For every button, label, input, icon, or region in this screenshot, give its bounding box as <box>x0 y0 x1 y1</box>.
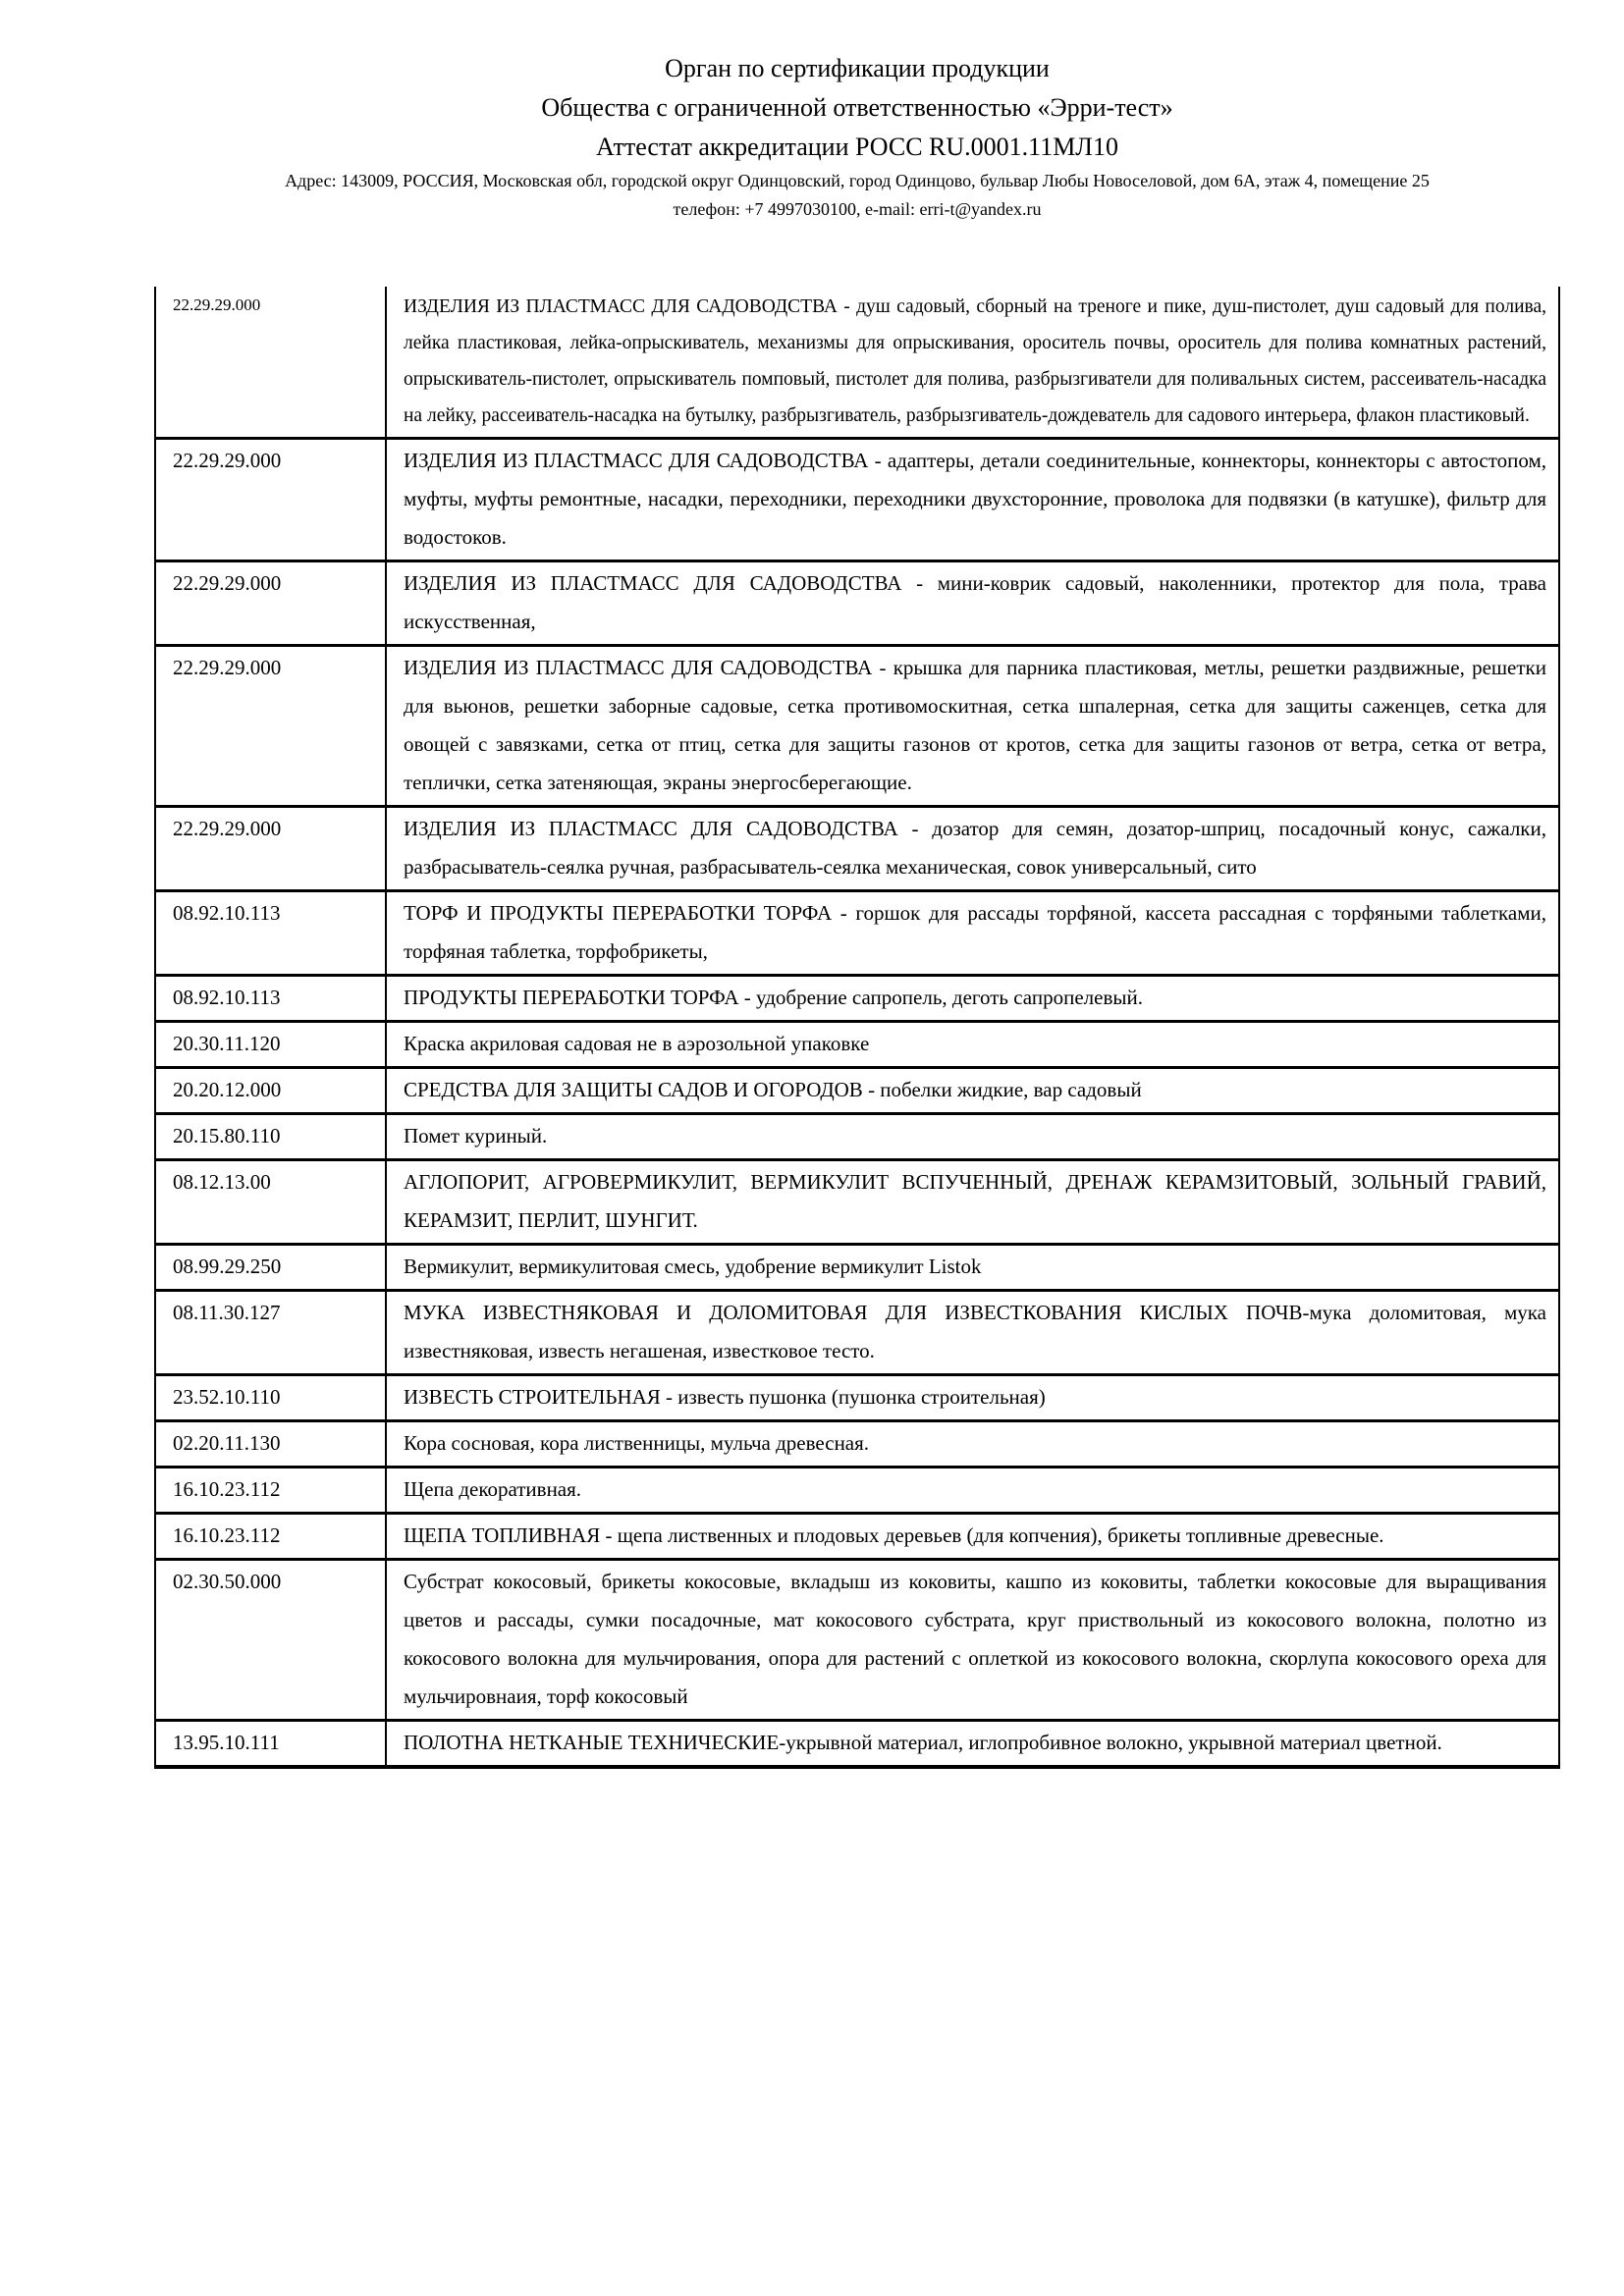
product-code-cell: 08.12.13.00 <box>155 1160 386 1245</box>
product-description-cell: МУКА ИЗВЕСТНЯКОВАЯ И ДОЛОМИТОВАЯ ДЛЯ ИЗВЕСТКОВАНИЯ КИСЛЫХ ПОЧВ-мука доломитовая, мука известняковая, известь негашеная, известковое тесто. <box>386 1291 1559 1375</box>
table-row <box>155 807 1559 891</box>
document-header <box>154 49 1560 224</box>
product-description-cell: Вермикулит, вермикулитовая смесь, удобрение вермикулит Listok <box>386 1245 1559 1291</box>
table-row <box>155 1468 1559 1514</box>
product-description-cell: ИЗДЕЛИЯ ИЗ ПЛАСТМАСС ДЛЯ САДОВОДСТВА - дозатор для семян, дозатор-шприц, посадочный конус, сажалки, разбрасыватель-сеялка ручная, разбрасыватель-сеялка механическая, совок универсальный, сито <box>386 807 1559 891</box>
table-row <box>155 1114 1559 1160</box>
table-row <box>155 439 1559 561</box>
accreditation-number: Аттестат аккредитации РОСС RU.0001.11МЛ10 <box>596 133 1118 161</box>
table-row <box>155 1560 1559 1721</box>
product-code-cell: 08.92.10.113 <box>155 891 386 976</box>
product-code-cell: 08.92.10.113 <box>155 976 386 1022</box>
org-title: Орган по сертификации продукции <box>665 54 1050 82</box>
product-code-cell: 22.29.29.000 <box>155 807 386 891</box>
product-description-cell: Кора сосновая, кора лиственницы, мульча древесная. <box>386 1421 1559 1468</box>
table-row <box>155 1375 1559 1421</box>
product-description-cell: Краска акриловая садовая не в аэрозольной упаковке <box>386 1022 1559 1068</box>
product-code-cell: 08.99.29.250 <box>155 1245 386 1291</box>
product-description-cell: ТОРФ И ПРОДУКТЫ ПЕРЕРАБОТКИ ТОРФА - горшок для рассады торфяной, кассета рассадная с торфяными таблетками, торфяная таблетка, торфобрикеты, <box>386 891 1559 976</box>
product-description-cell: Помет куриный. <box>386 1114 1559 1160</box>
table-row <box>155 976 1559 1022</box>
table-row <box>155 561 1559 646</box>
company-name: Общества с ограниченной ответственностью «Эрри-тест» <box>541 93 1173 122</box>
product-code-cell: 16.10.23.112 <box>155 1468 386 1514</box>
product-description-cell: ИЗДЕЛИЯ ИЗ ПЛАСТМАСС ДЛЯ САДОВОДСТВА - адаптеры, детали соединительные, коннекторы, коннекторы с автостопом, муфты, муфты ремонтные, насадки, переходники, переходники двухсторонние, проволока для подвязки (в катушке), фильтр для водостоков. <box>386 439 1559 561</box>
product-code-cell: 20.30.11.120 <box>155 1022 386 1068</box>
table-row <box>155 1068 1559 1114</box>
table-row <box>155 646 1559 807</box>
product-description-cell: ИЗДЕЛИЯ ИЗ ПЛАСТМАСС ДЛЯ САДОВОДСТВА - мини-коврик садовый, наколенники, протектор для пола, трава искусственная, <box>386 561 1559 646</box>
product-description-cell: ЩЕПА ТОПЛИВНАЯ - щепа лиственных и плодовых деревьев (для копчения), брикеты топливные древесные. <box>386 1514 1559 1560</box>
table-row <box>155 1514 1559 1560</box>
product-code-cell: 22.29.29.000 <box>155 287 386 439</box>
table-row <box>155 287 1559 439</box>
product-code-cell: 22.29.29.000 <box>155 439 386 561</box>
product-code-cell: 23.52.10.110 <box>155 1375 386 1421</box>
product-description-cell: ИЗДЕЛИЯ ИЗ ПЛАСТМАСС ДЛЯ САДОВОДСТВА - крышка для парника пластиковая, метлы, решетки раздвижные, решетки для вьюнов, решетки заборные садовые, сетка противомоскитная, сетка шпалерная, сетка для защиты саженцев, сетка для овощей с завязками, сетка от птиц, сетка для защиты газонов от кротов, сетка для защиты газонов от ветра, сетка от ветра, теплички, сетка затеняющая, экраны энергосберегающие. <box>386 646 1559 807</box>
product-code-cell: 16.10.23.112 <box>155 1514 386 1560</box>
product-code-cell: 20.15.80.110 <box>155 1114 386 1160</box>
product-description-cell: Щепа декоративная. <box>386 1468 1559 1514</box>
table-row <box>155 1721 1559 1768</box>
product-description-cell: АГЛОПОРИТ, АГРОВЕРМИКУЛИТ, ВЕРМИКУЛИТ ВСПУЧЕННЫЙ, ДРЕНАЖ КЕРАМЗИТОВЫЙ, ЗОЛЬНЫЙ ГРАВИЙ, КЕРАМЗИТ, ПЕРЛИТ, ШУНГИТ. <box>386 1160 1559 1245</box>
product-code-cell: 22.29.29.000 <box>155 561 386 646</box>
table-row <box>155 1022 1559 1068</box>
table-row <box>155 1291 1559 1375</box>
product-description-cell: ПОЛОТНА НЕТКАНЫЕ ТЕХНИЧЕСКИЕ-укрывной материал, иглопробивное волокно, укрывной материал цветной. <box>386 1721 1559 1768</box>
product-description-cell: ИЗВЕСТЬ СТРОИТЕЛЬНАЯ - известь пушонка (пушонка строительная) <box>386 1375 1559 1421</box>
table-row <box>155 1421 1559 1468</box>
product-code-cell: 02.30.50.000 <box>155 1560 386 1721</box>
product-code-cell: 13.95.10.111 <box>155 1721 386 1768</box>
products-table <box>154 287 1560 1769</box>
product-code-cell: 08.11.30.127 <box>155 1291 386 1375</box>
product-code-cell: 20.20.12.000 <box>155 1068 386 1114</box>
contact-line: телефон: +7 4997030100, e-mail: erri-t@yandex.ru <box>673 199 1042 219</box>
product-code-cell: 02.20.11.130 <box>155 1421 386 1468</box>
product-description-cell: ПРОДУКТЫ ПЕРЕРАБОТКИ ТОРФА - удобрение сапропель, деготь сапропелевый. <box>386 976 1559 1022</box>
table-row <box>155 1245 1559 1291</box>
table-row <box>155 1160 1559 1245</box>
product-description-cell: ИЗДЕЛИЯ ИЗ ПЛАСТМАСС ДЛЯ САДОВОДСТВА - душ садовый, сборный на треноге и пике, душ-пистолет, душ садовый для полива, лейка пластиковая, лейка-опрыскиватель, механизмы для опрыскивания, ороситель почвы, ороситель для полива комнатных растений, опрыскиватель-пистолет, опрыскиватель помповый, пистолет для полива, разбрызгиватели для поливальных систем, рассеиватель-насадка на лейку, рассеиватель-насадка на бутылку, разбрызгиватель, разбрызгиватель-дождеватель для садового интерьера, флакон пластиковый. <box>386 287 1559 439</box>
address-line: Адрес: 143009, РОССИЯ, Московская обл, городской округ Одинцовский, город Одинцово, бульвар Любы Новоселовой, дом 6А, этаж 4, помещение 25 <box>285 171 1430 190</box>
product-description-cell: СРЕДСТВА ДЛЯ ЗАЩИТЫ САДОВ И ОГОРОДОВ - побелки жидкие, вар садовый <box>386 1068 1559 1114</box>
product-code-cell: 22.29.29.000 <box>155 646 386 807</box>
product-description-cell: Субстрат кокосовый, брикеты кокосовые, вкладыш из коковиты, кашпо из коковиты, таблетки кокосовые для выращивания цветов и рассады, сумки посадочные, мат кокосового субстрата, круг приствольный из кокосового волокна, полотно из кокосового волокна для мульчирования, опора для растений с оплеткой из кокосового волокна, скорлупа кокосового ореха для мульчировнаия, торф кокосовый <box>386 1560 1559 1721</box>
table-row <box>155 891 1559 976</box>
